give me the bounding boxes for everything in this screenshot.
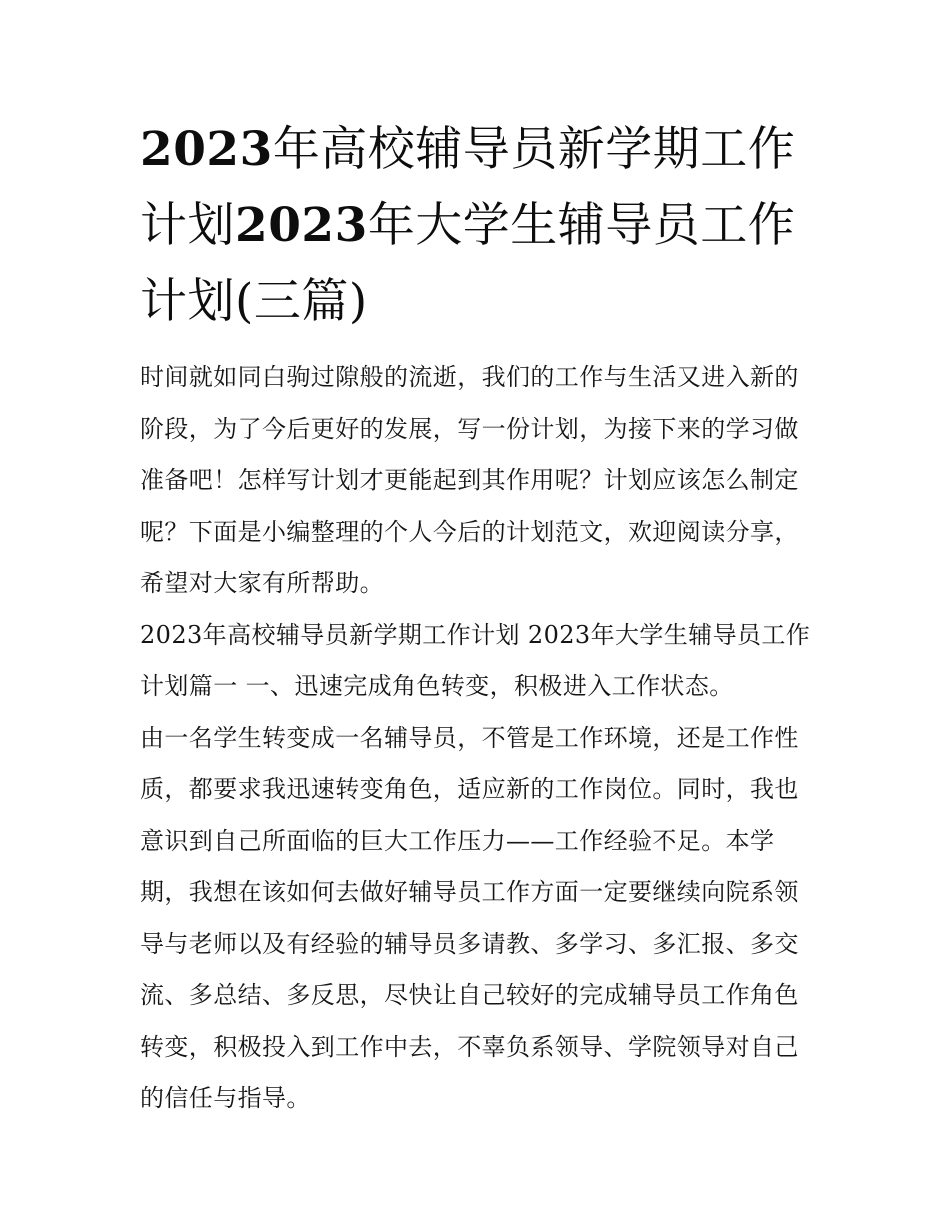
document-title <box>140 112 820 340</box>
title-text-2: 年大学生辅导员工作计划(三篇) <box>140 198 796 329</box>
title-year-1: 2023 <box>140 122 273 177</box>
title-text-1: 年高校辅导员新学期工作计划 <box>140 122 796 253</box>
document-body <box>140 352 820 1125</box>
section-heading-paragraph: 2023年高校辅导员新学期工作计划 2023年大学生辅导员工作计划篇一 一、迅速完成角色转变，积极进入工作状态。 <box>140 620 811 700</box>
title-year-2: 2023 <box>235 198 368 253</box>
body-paragraph: 由一名学生转变成一名辅导员，不管是工作环境，还是工作性质，都要求我迅速转变角色，适应新的工作岗位。同时，我也意识到自己所面临的巨大工作压力——工作经验不足。本学期，我想在该如何去做好辅导员工作方面一定要继续向院系领导与老师以及有经验的辅导员多请教、多学习、多汇报、多交流、多总结、多反思，尽快让自己较好的完成辅导员工作角色转变，积极投入到工作中去，不辜负系领导、学院领导对自己的信任与指导。 <box>140 723 799 1112</box>
intro-paragraph: 时间就如同白驹过隙般的流逝，我们的工作与生活又进入新的阶段，为了今后更好的发展，写一份计划，为接下来的学习做准备吧！怎样写计划才更能起到其作用呢？计划应该怎么制定呢？下面是小编整理的个人今后的计划范文，欢迎阅读分享，希望对大家有所帮助。 <box>140 363 799 597</box>
